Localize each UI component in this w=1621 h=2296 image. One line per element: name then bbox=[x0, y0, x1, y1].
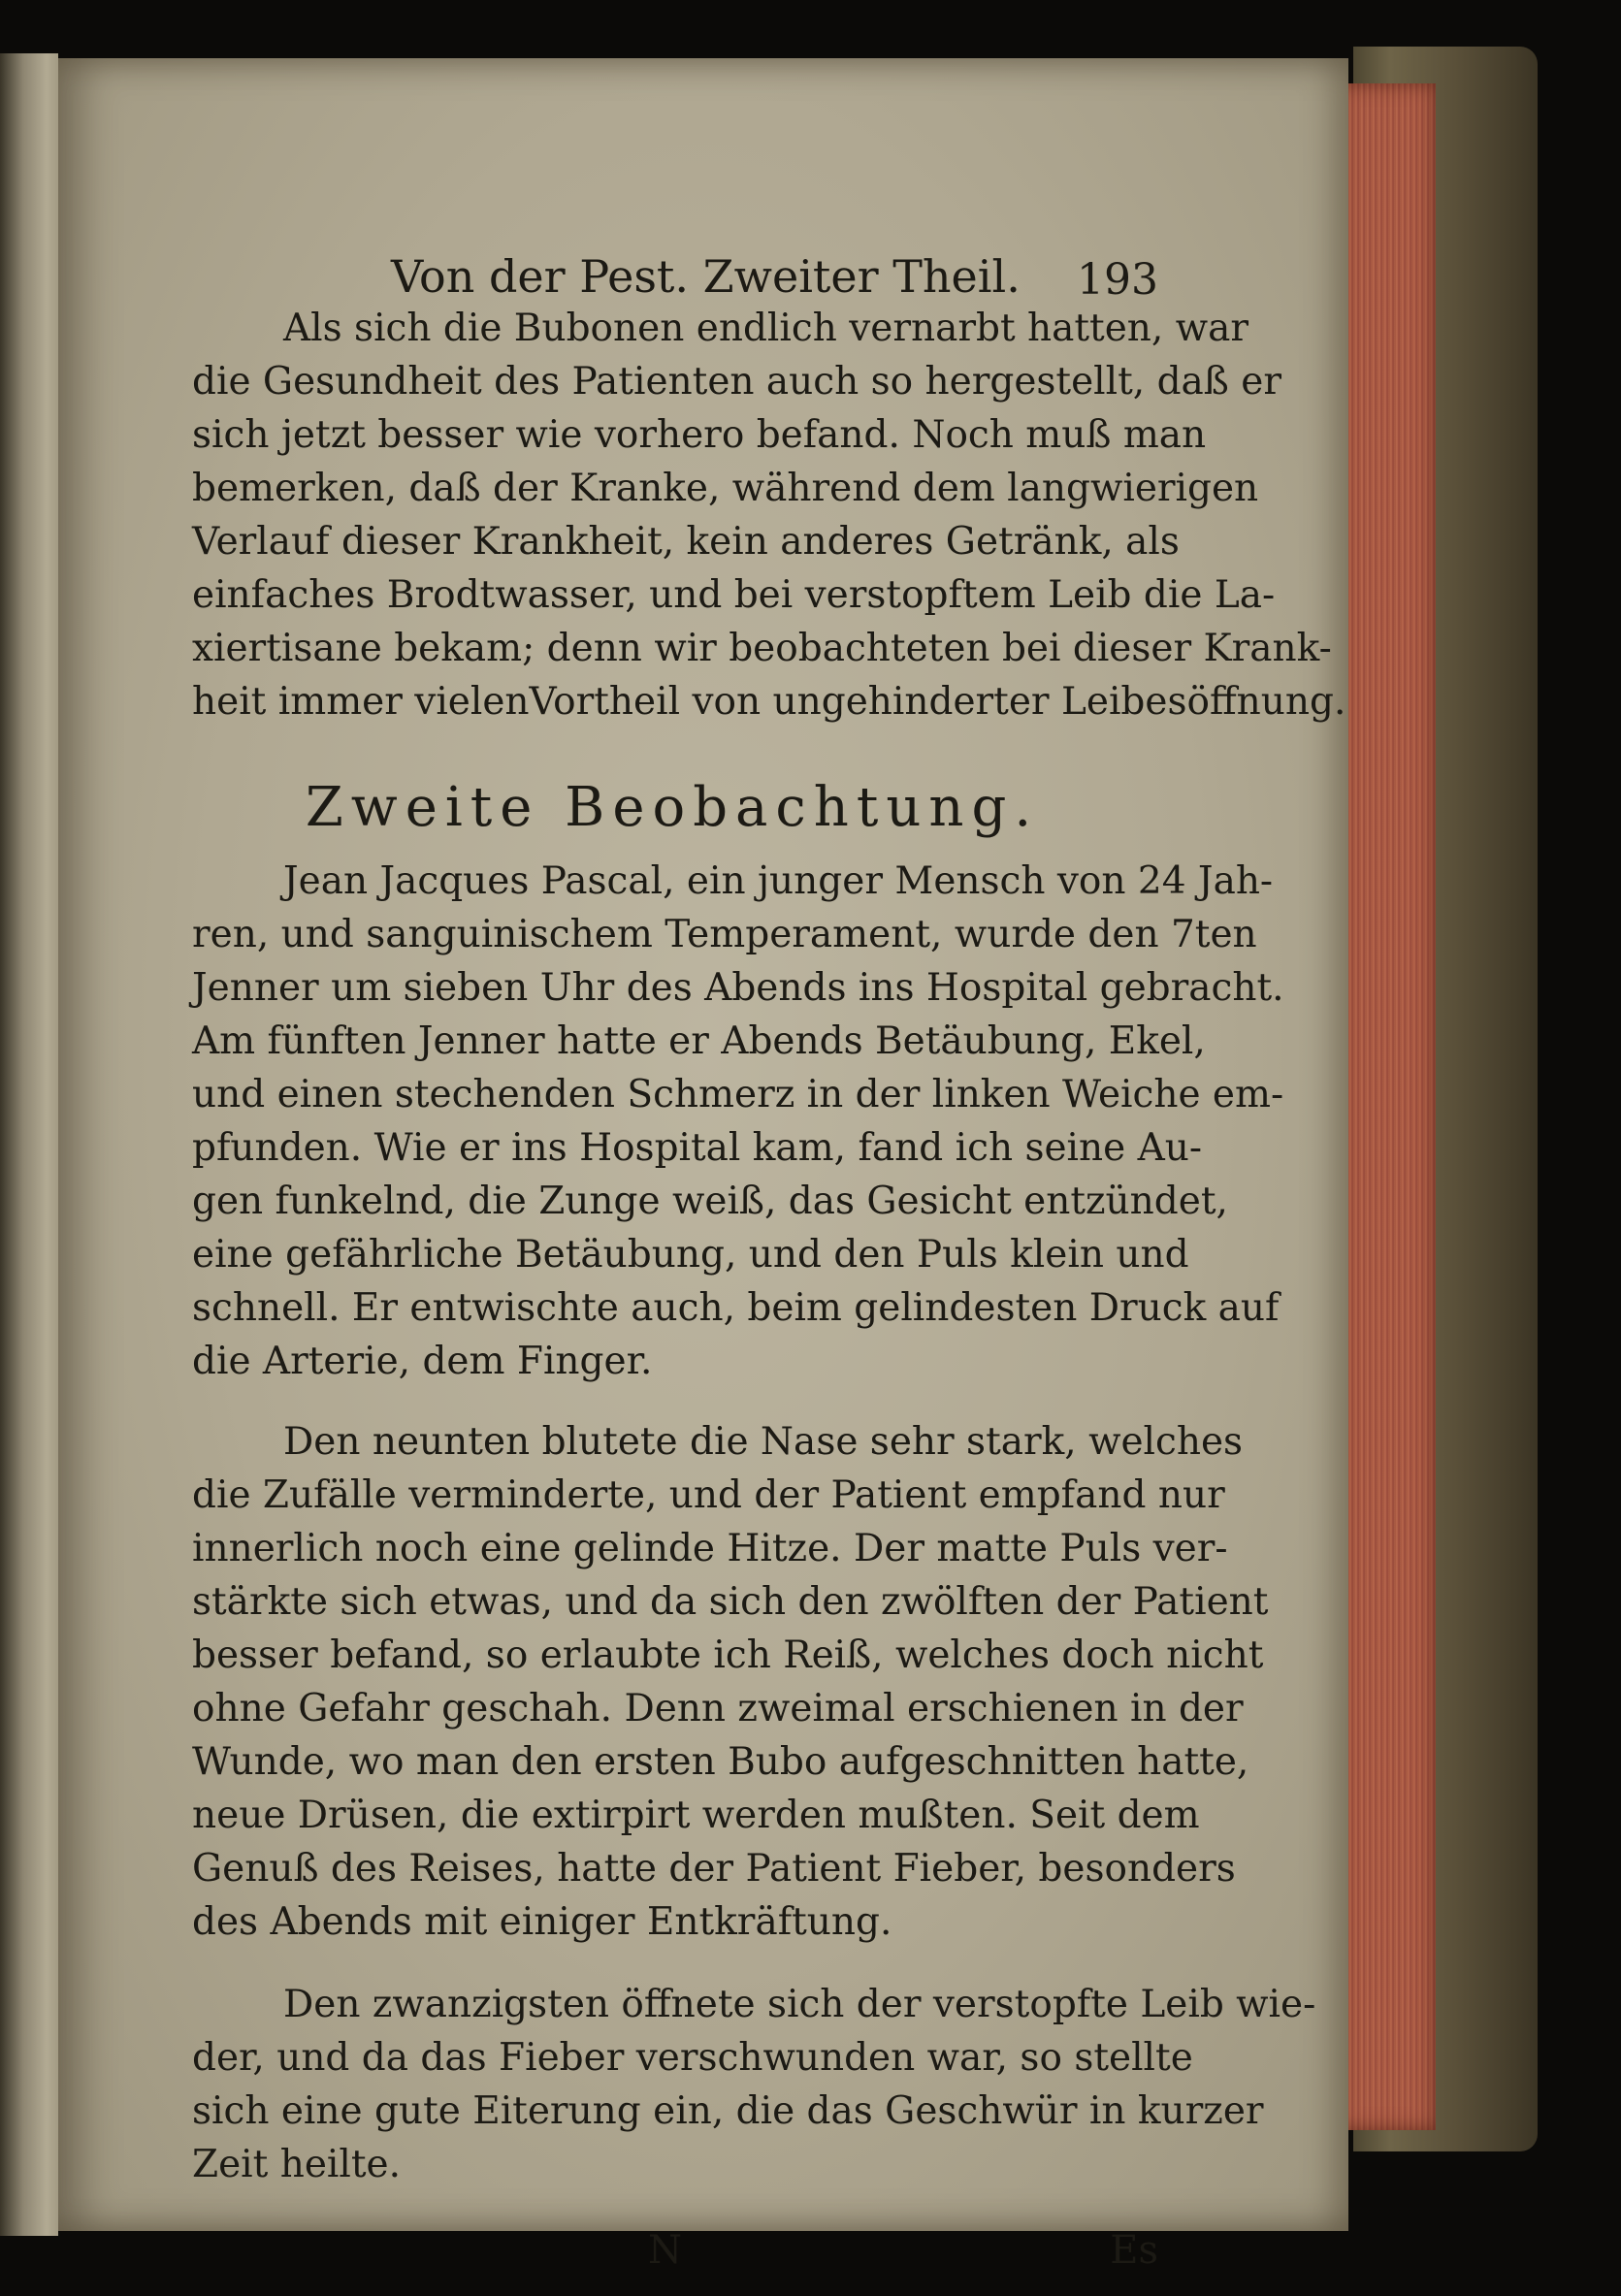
text-line: schnell. Er entwischte auch, beim gelindesten Druck auf bbox=[192, 1286, 1280, 1330]
text-line: ohne Gefahr geschah. Denn zweimal erschienen in der bbox=[192, 1687, 1244, 1730]
page-sheet bbox=[58, 58, 1348, 2273]
page-block-red-edge bbox=[1337, 83, 1436, 2130]
text-line: stärkte sich etwas, und da sich den zwölften der Patient bbox=[192, 1580, 1269, 1624]
text-line: neue Drüsen, die extirpirt werden mußten. Seit dem bbox=[192, 1794, 1200, 1837]
text-line: sich jetzt besser wie vorhero befand. Noch muß man bbox=[192, 413, 1207, 457]
text-line: Als sich die Bubonen endlich vernarbt hatten, war bbox=[283, 307, 1248, 350]
running-head bbox=[192, 238, 1158, 305]
text-line: Den zwanzigsten öffnete sich der verstopfte Leib wie- bbox=[283, 1983, 1316, 2026]
page-footer bbox=[192, 2228, 1158, 2296]
text-line: einfaches Brodtwasser, und bei verstopftem Leib die La- bbox=[192, 573, 1276, 617]
text-line: gen funkelnd, die Zunge weiß, das Gesicht entzündet, bbox=[192, 1180, 1228, 1223]
text-line: heit immer vielenVortheil von ungehinderter Leibesöffnung. bbox=[192, 680, 1346, 724]
paragraph bbox=[192, 855, 1284, 1388]
text-line: eine gefährliche Betäubung, und den Puls klein und bbox=[192, 1233, 1189, 1277]
page-number: 193 bbox=[1077, 255, 1158, 305]
text-line: die Arterie, dem Finger. bbox=[192, 1340, 653, 1383]
text-line: pfunden. Wie er ins Hospital kam, fand ich seine Au- bbox=[192, 1126, 1203, 1170]
text-line: Jenner um sieben Uhr des Abends ins Hospital gebracht. bbox=[192, 966, 1284, 1010]
text-line: xiertisane bekam; denn wir beobachteten bei dieser Krank- bbox=[192, 627, 1332, 670]
text-line: Genuß des Reises, hatte der Patient Fieber, besonders bbox=[192, 1847, 1236, 1891]
text-line: des Abends mit einiger Entkräftung. bbox=[192, 1900, 892, 1944]
text-block bbox=[192, 238, 1346, 2296]
text-line: innerlich noch eine gelinde Hitze. Der matte Puls ver- bbox=[192, 1527, 1228, 1570]
text-line: Wunde, wo man den ersten Bubo aufgeschnitten hatte, bbox=[192, 1740, 1249, 1784]
catchword: Es bbox=[1110, 2228, 1158, 2273]
text-line: Zeit heilte. bbox=[192, 2143, 402, 2186]
text-line: Jean Jacques Pascal, ein junger Mensch von 24 Jah- bbox=[283, 859, 1274, 903]
text-line: bemerken, daß der Kranke, während dem langwierigen bbox=[192, 467, 1259, 510]
paragraph bbox=[192, 1415, 1269, 1949]
text-line: Am fünften Jenner hatte er Abends Betäubung, Ekel, bbox=[192, 1019, 1206, 1063]
paragraph bbox=[192, 1978, 1316, 2191]
text-line: sich eine gute Eiterung ein, die das Geschwür in kurzer bbox=[192, 2089, 1264, 2133]
section-heading: Zweite Beobachtung. bbox=[305, 776, 1040, 839]
text-line: die Gesundheit des Patienten auch so hergestellt, daß er bbox=[192, 360, 1281, 404]
text-line: Verlauf dieser Krankheit, kein anderes Getränk, als bbox=[192, 520, 1180, 564]
signature-mark: N bbox=[648, 2228, 682, 2273]
text-line: Den neunten blutete die Nase sehr stark, welches bbox=[283, 1420, 1244, 1464]
previous-page-edge bbox=[0, 53, 58, 2236]
text-line: besser befand, so erlaubte ich Reiß, welches doch nicht bbox=[192, 1633, 1264, 1677]
text-line: ren, und sanguinischem Temperament, wurde den 7ten bbox=[192, 913, 1257, 956]
text-line: der, und da das Fieber verschwunden war, so stellte bbox=[192, 2036, 1193, 2080]
text-line: die Zufälle verminderte, und der Patient empfand nur bbox=[192, 1473, 1225, 1517]
paragraph bbox=[192, 302, 1346, 728]
running-head-title: Von der Pest. Zweiter Theil. bbox=[391, 250, 1021, 303]
text-line: und einen stechenden Schmerz in der linken Weiche em- bbox=[192, 1073, 1284, 1116]
